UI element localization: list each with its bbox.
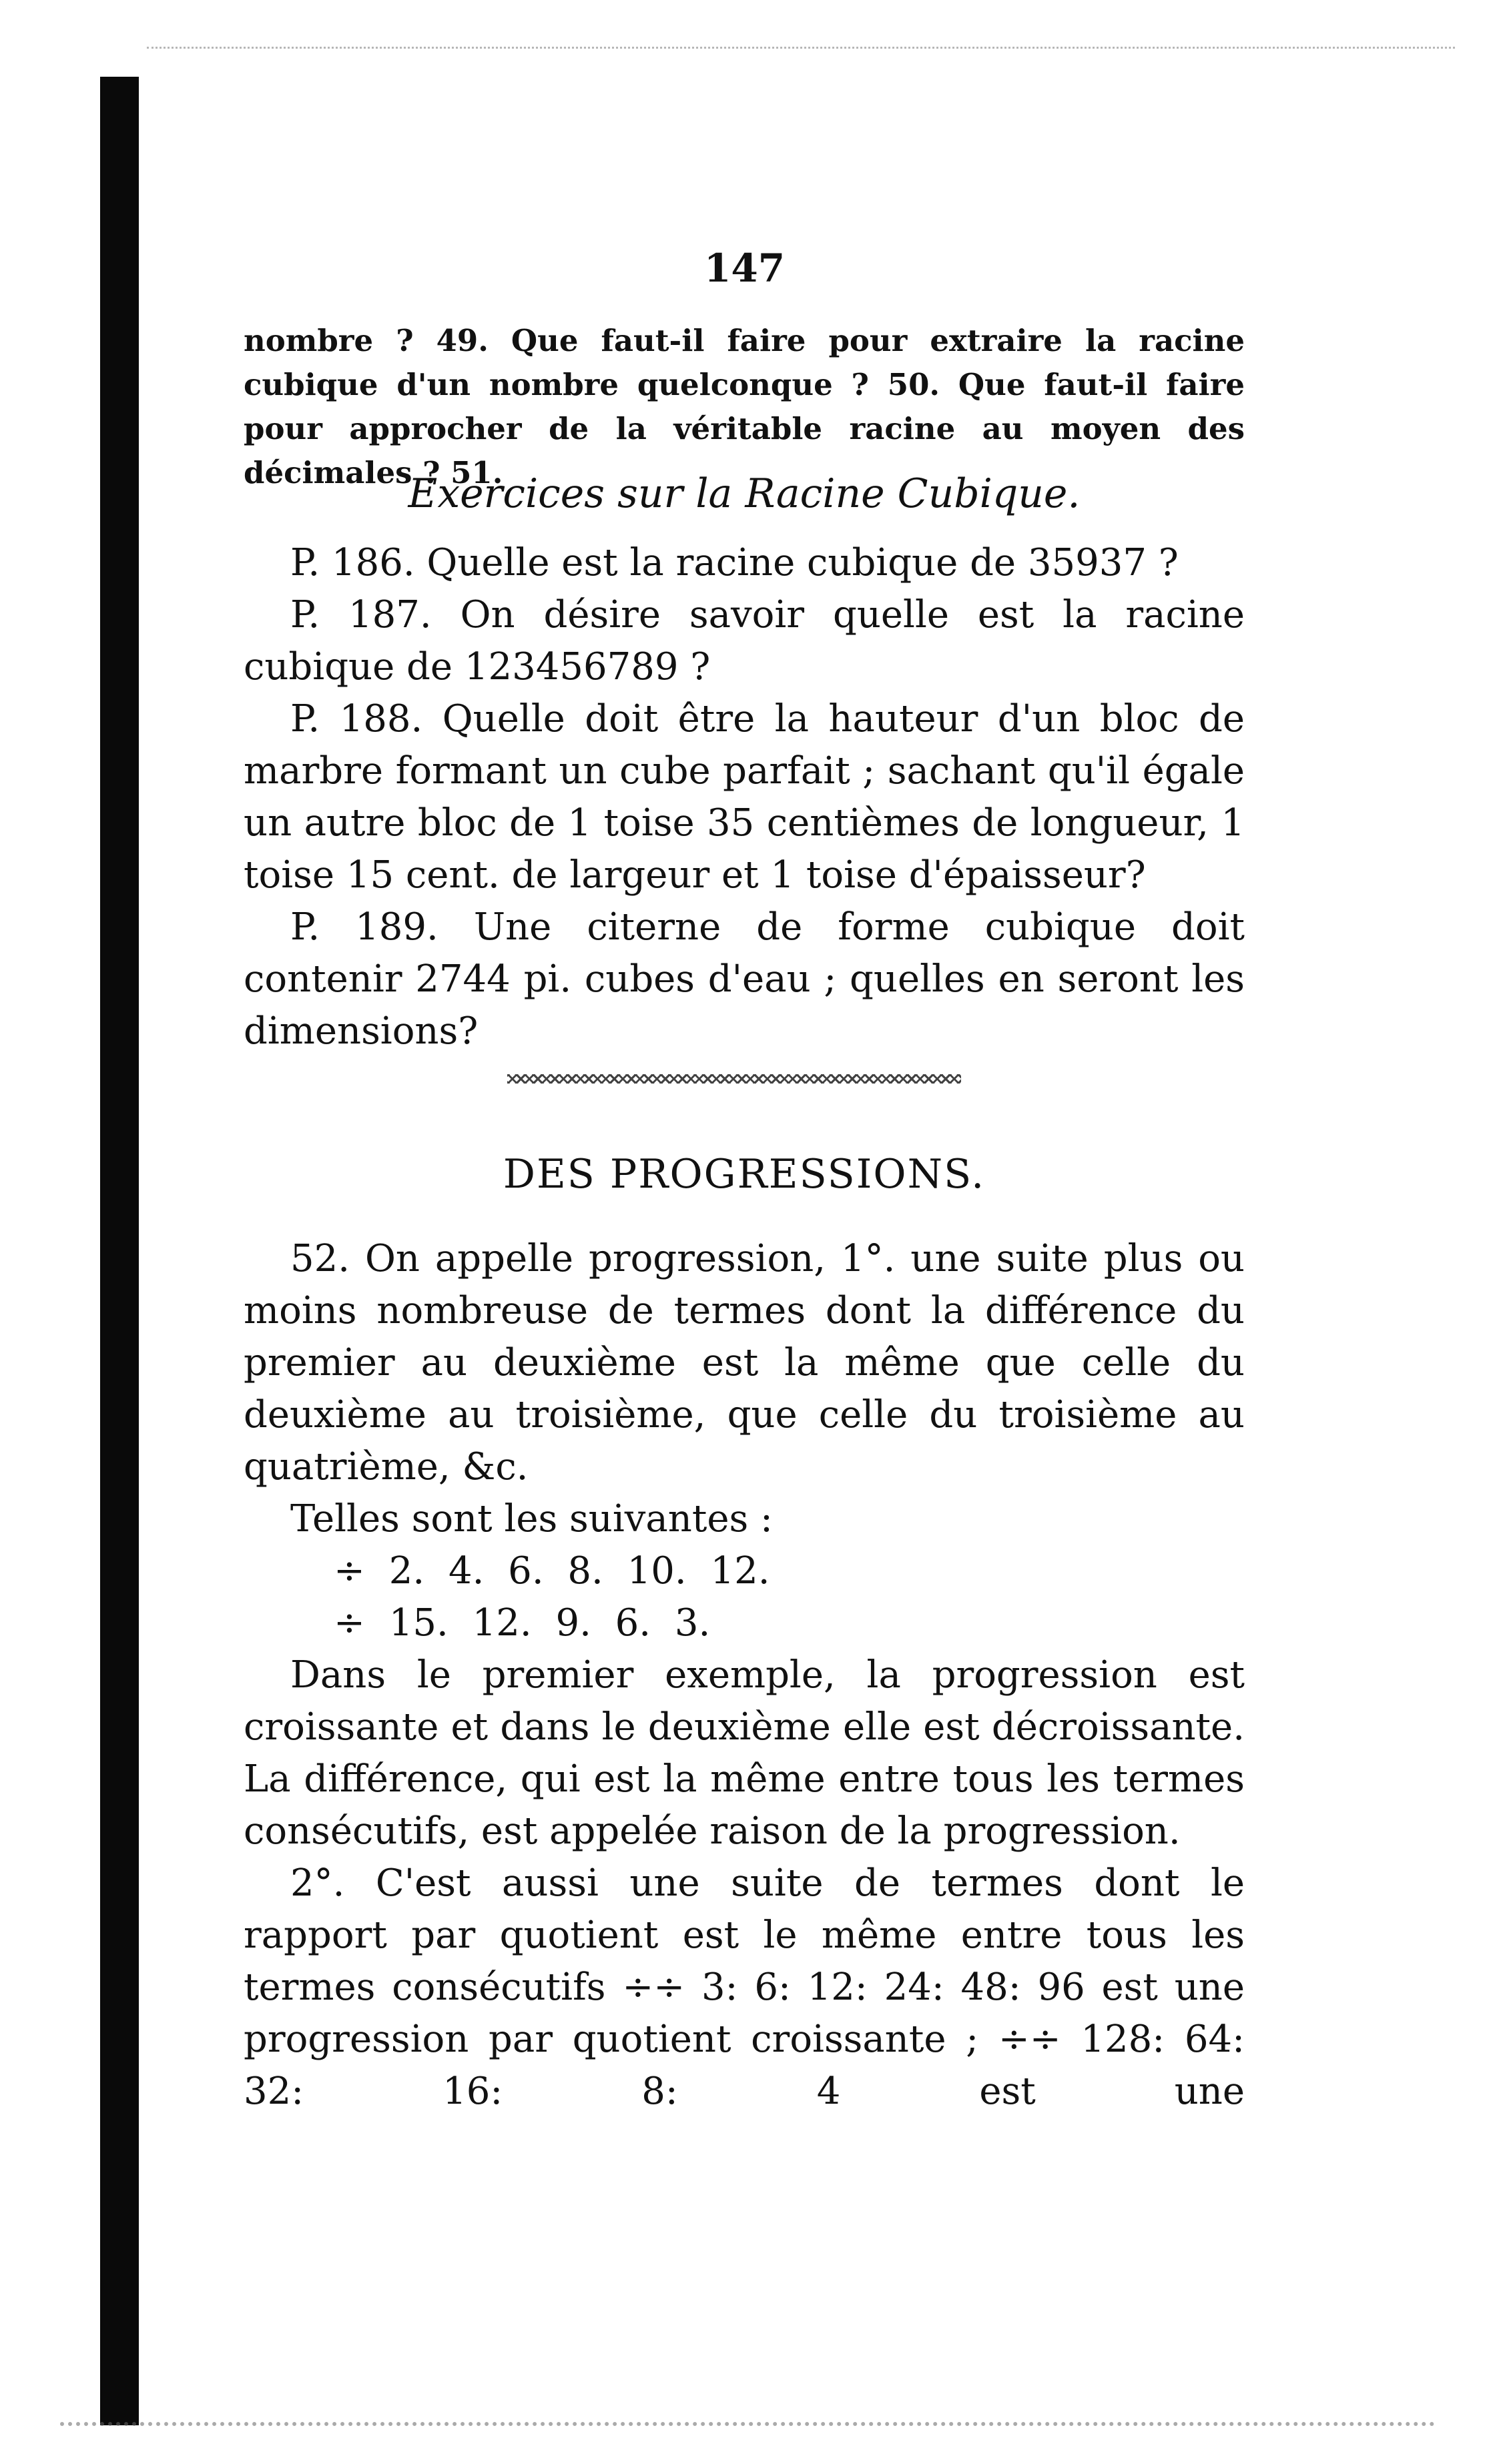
sequence-increasing: ÷ 2. 4. 6. 8. 10. 12. <box>334 1549 770 1593</box>
review-questions: nombre ? 49. Que faut-il faire pour extraire la racine cubique d'un nombre quelconque ? 50. Que faut-il faire pour approcher de la véritable racine au moyen des décimales ? 51. <box>244 323 1245 490</box>
paragraph-quotient: 2°. C'est aussi une suite de termes dont le rapport par quotient est le même entre tous les termes consécutifs ÷÷ 3: 6: 12: 24: 48: 96 est une progression par quotient croissante ; ÷÷ 128: 64: 32: 16: 8: 4 est une <box>244 1862 1245 2113</box>
examples-intro: Telles sont les suivantes : <box>290 1497 773 1541</box>
scan-edge-bottom <box>60 2402 1435 2426</box>
exercises-title: Exercices sur la Racine Cubique. <box>408 470 1081 517</box>
chapter-body <box>244 1233 1245 2118</box>
problem-189: P. 189. Une citerne de forme cubique doit contenir 2744 pi. cubes d'eau ; quelles en seront les dimensions? <box>244 905 1245 1053</box>
book-spine <box>100 77 139 2425</box>
problem-186: P. 186. Quelle est la racine cubique de 35937 ? <box>290 541 1179 584</box>
exercise-problems <box>244 537 1245 1058</box>
chapter-title: DES PROGRESSIONS. <box>503 1151 986 1198</box>
paragraph-52: 52. On appelle progression, 1°. une suite plus ou moins nombreuse de termes dont la différence du premier au deuxième est la même que celle du deuxième au troisième, que celle du troisième au quatrième, &c. <box>244 1237 1245 1489</box>
paragraph-difference: Dans le premier exemple, la progression est croissante et dans le deuxième elle est décroissante. La différence, qui est la même entre tous les termes consécutifs, est appelée raison de la progression. <box>244 1653 1245 1853</box>
wavy-divider <box>507 1074 961 1084</box>
problem-188: P. 188. Quelle doit être la hauteur d'un bloc de marbre formant un cube parfait ; sachant qu'il égale un autre bloc de 1 toise 35 centièmes de longueur, 1 toise 15 cent. de largeur et 1 toise d'épaisseur? <box>244 697 1245 897</box>
problem-187: P. 187. On désire savoir quelle est la racine cubique de 123456789 ? <box>244 593 1245 689</box>
scan-edge-top <box>147 47 1455 62</box>
sequence-decreasing: ÷ 15. 12. 9. 6. 3. <box>334 1601 711 1645</box>
page-number: 147 <box>704 246 786 291</box>
